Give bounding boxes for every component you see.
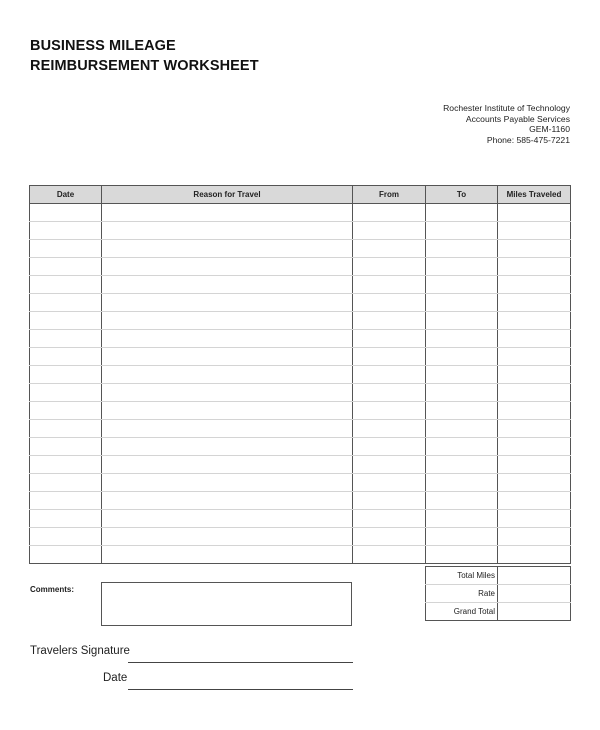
to-cell[interactable]: [426, 222, 498, 240]
miles-cell[interactable]: [498, 240, 571, 258]
to-cell[interactable]: [426, 438, 498, 456]
miles-cell[interactable]: [498, 474, 571, 492]
from-cell[interactable]: [353, 366, 426, 384]
column-header-miles: Miles Traveled: [498, 186, 571, 204]
mileage-log-body: [30, 204, 571, 564]
from-cell[interactable]: [353, 312, 426, 330]
grand-total-field[interactable]: [498, 603, 571, 621]
table-row: [30, 510, 571, 528]
date-cell[interactable]: [30, 240, 102, 258]
table-header-row: [30, 186, 571, 204]
to-cell[interactable]: [426, 528, 498, 546]
table-row: [30, 528, 571, 546]
miles-cell[interactable]: [498, 312, 571, 330]
organization-block: [443, 103, 570, 145]
total-miles-label: Total Miles: [426, 567, 498, 585]
organization-department: Accounts Payable Services: [465, 113, 570, 124]
miles-cell[interactable]: [498, 402, 571, 420]
date-cell[interactable]: [30, 510, 102, 528]
title-line-1: BUSINESS MILEAGE: [30, 38, 176, 54]
table-row: [30, 222, 571, 240]
reason-cell[interactable]: [102, 204, 353, 222]
reason-cell[interactable]: [102, 384, 353, 402]
from-cell[interactable]: [353, 492, 426, 510]
reason-cell[interactable]: [102, 456, 353, 474]
miles-cell[interactable]: [498, 222, 571, 240]
from-cell[interactable]: [353, 222, 426, 240]
rate-label: Rate: [426, 585, 498, 603]
traveler-signature-line[interactable]: [128, 662, 353, 663]
date-cell[interactable]: [30, 330, 102, 348]
reason-cell[interactable]: [102, 348, 353, 366]
miles-cell[interactable]: [498, 438, 571, 456]
miles-cell[interactable]: [498, 510, 571, 528]
from-cell[interactable]: [353, 240, 426, 258]
rate-row: [426, 585, 571, 603]
table-row: [30, 204, 571, 222]
table-row: [30, 348, 571, 366]
traveler-signature-label: Travelers Signature: [30, 645, 130, 657]
reason-cell[interactable]: [102, 420, 353, 438]
from-cell[interactable]: [353, 276, 426, 294]
table-row: [30, 546, 571, 564]
date-cell[interactable]: [30, 384, 102, 402]
from-cell[interactable]: [353, 510, 426, 528]
from-cell[interactable]: [353, 420, 426, 438]
from-cell[interactable]: [353, 204, 426, 222]
reason-cell[interactable]: [102, 330, 353, 348]
table-row: [30, 420, 571, 438]
reason-cell[interactable]: [102, 312, 353, 330]
date-cell[interactable]: [30, 492, 102, 510]
to-cell[interactable]: [426, 258, 498, 276]
table-row: [30, 456, 571, 474]
miles-cell[interactable]: [498, 456, 571, 474]
date-cell[interactable]: [30, 402, 102, 420]
to-cell[interactable]: [426, 510, 498, 528]
miles-cell[interactable]: [498, 384, 571, 402]
date-cell[interactable]: [30, 366, 102, 384]
to-cell[interactable]: [426, 312, 498, 330]
table-row: [30, 258, 571, 276]
table-row: [30, 240, 571, 258]
miles-cell[interactable]: [498, 366, 571, 384]
from-cell[interactable]: [353, 474, 426, 492]
rate-field[interactable]: [498, 585, 571, 603]
organization-mailstop: GEM-1160: [529, 124, 570, 134]
reason-cell[interactable]: [102, 438, 353, 456]
date-cell[interactable]: [30, 312, 102, 330]
to-cell[interactable]: [426, 474, 498, 492]
from-cell[interactable]: [353, 438, 426, 456]
miles-cell[interactable]: [498, 546, 571, 564]
total-miles-row: [426, 567, 571, 585]
reason-cell[interactable]: [102, 474, 353, 492]
date-cell[interactable]: [30, 258, 102, 276]
grand-total-row: [426, 603, 571, 621]
to-cell[interactable]: [426, 492, 498, 510]
organization-name: Rochester Institute of Technology: [443, 103, 570, 113]
reason-cell[interactable]: [102, 276, 353, 294]
from-cell[interactable]: [353, 384, 426, 402]
from-cell[interactable]: [353, 348, 426, 366]
comments-label: Comments:: [30, 585, 75, 594]
table-row: [30, 276, 571, 294]
from-cell[interactable]: [353, 456, 426, 474]
grand-total-label: Grand Total: [426, 603, 498, 621]
miles-cell[interactable]: [498, 258, 571, 276]
table-row: [30, 402, 571, 420]
reason-cell[interactable]: [102, 294, 353, 312]
to-cell[interactable]: [426, 420, 498, 438]
miles-cell[interactable]: [498, 348, 571, 366]
from-cell[interactable]: [353, 528, 426, 546]
date-cell[interactable]: [30, 546, 102, 564]
from-cell[interactable]: [353, 258, 426, 276]
date-cell[interactable]: [30, 528, 102, 546]
date-cell[interactable]: [30, 348, 102, 366]
reason-cell[interactable]: [102, 222, 353, 240]
table-row: [30, 438, 571, 456]
date-cell[interactable]: [30, 294, 102, 312]
comments-field[interactable]: [101, 582, 352, 626]
table-row: [30, 384, 571, 402]
table-row: [30, 474, 571, 492]
date-signature-line[interactable]: [128, 689, 353, 690]
date-cell[interactable]: [30, 438, 102, 456]
column-header-reason: Reason for Travel: [102, 186, 353, 204]
reason-cell[interactable]: [102, 492, 353, 510]
table-row: [30, 366, 571, 384]
from-cell[interactable]: [353, 330, 426, 348]
to-cell[interactable]: [426, 384, 498, 402]
date-label: Date: [103, 672, 128, 684]
total-miles-field[interactable]: [498, 567, 571, 585]
table-row: [30, 312, 571, 330]
date-cell[interactable]: [30, 276, 102, 294]
date-cell[interactable]: [30, 222, 102, 240]
reason-cell[interactable]: [102, 258, 353, 276]
from-cell[interactable]: [353, 294, 426, 312]
column-header-date: Date: [30, 186, 102, 204]
to-cell[interactable]: [426, 456, 498, 474]
reason-cell[interactable]: [102, 366, 353, 384]
table-row: [30, 492, 571, 510]
table-row: [30, 294, 571, 312]
reason-cell[interactable]: [102, 546, 353, 564]
totals-table: [425, 566, 571, 621]
miles-cell[interactable]: [498, 528, 571, 546]
date-cell[interactable]: [30, 420, 102, 438]
mileage-log-table: [29, 185, 571, 564]
date-cell[interactable]: [30, 204, 102, 222]
to-cell[interactable]: [426, 240, 498, 258]
from-cell[interactable]: [353, 402, 426, 420]
miles-cell[interactable]: [498, 492, 571, 510]
from-cell[interactable]: [353, 546, 426, 564]
to-cell[interactable]: [426, 546, 498, 564]
reason-cell[interactable]: [102, 402, 353, 420]
to-cell[interactable]: [426, 348, 498, 366]
column-header-to: To: [426, 186, 498, 204]
to-cell[interactable]: [426, 330, 498, 348]
reason-cell[interactable]: [102, 510, 353, 528]
to-cell[interactable]: [426, 402, 498, 420]
to-cell[interactable]: [426, 276, 498, 294]
miles-cell[interactable]: [498, 294, 571, 312]
date-cell[interactable]: [30, 456, 102, 474]
date-cell[interactable]: [30, 474, 102, 492]
miles-cell[interactable]: [498, 330, 571, 348]
reason-cell[interactable]: [102, 528, 353, 546]
worksheet-title: [30, 36, 259, 76]
miles-cell[interactable]: [498, 204, 571, 222]
miles-cell[interactable]: [498, 420, 571, 438]
title-line-2: REIMBURSEMENT WORKSHEET: [30, 58, 259, 74]
organization-phone: Phone: 585-475-7221: [486, 134, 570, 145]
to-cell[interactable]: [426, 294, 498, 312]
table-row: [30, 330, 571, 348]
to-cell[interactable]: [426, 204, 498, 222]
column-header-from: From: [353, 186, 426, 204]
miles-cell[interactable]: [498, 276, 571, 294]
to-cell[interactable]: [426, 366, 498, 384]
reason-cell[interactable]: [102, 240, 353, 258]
